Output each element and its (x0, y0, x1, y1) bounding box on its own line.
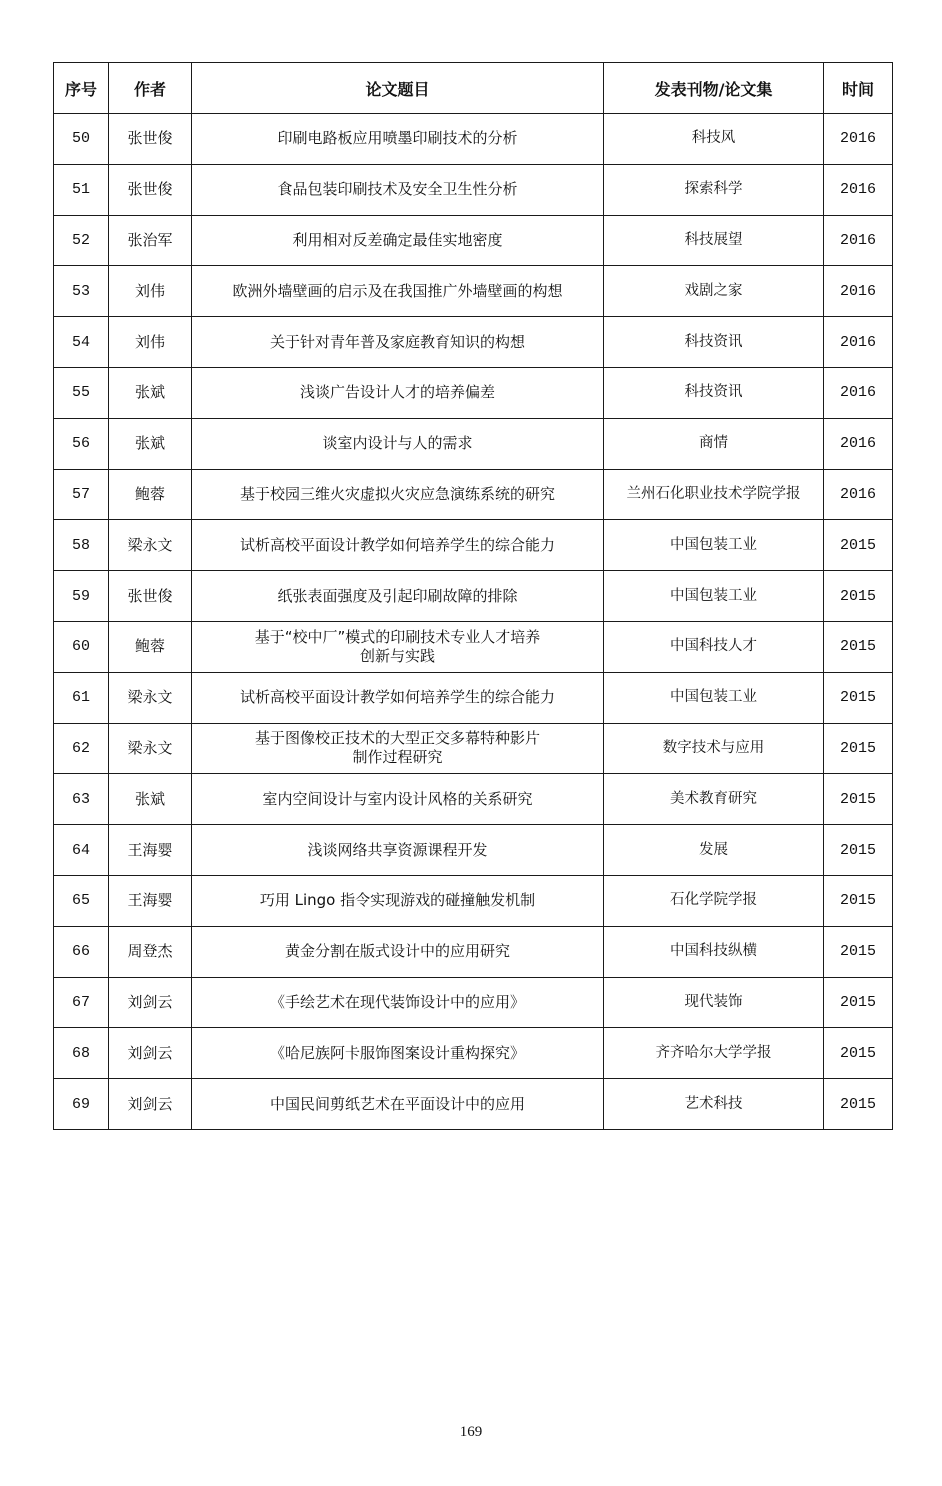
cell-author: 梁永文 (109, 520, 192, 571)
cell-publication: 中国科技人才 (604, 621, 824, 672)
table-row (54, 1079, 893, 1130)
cell-publication: 探索科学 (604, 164, 824, 215)
cell-num: 58 (54, 520, 109, 571)
cell-year: 2015 (824, 520, 893, 571)
header-author: 作者 (109, 63, 192, 114)
cell-year: 2015 (824, 977, 893, 1028)
cell-author: 梁永文 (109, 723, 192, 774)
table-row (54, 367, 893, 418)
cell-year: 2015 (824, 723, 893, 774)
cell-publication: 戏剧之家 (604, 266, 824, 317)
cell-year: 2016 (824, 469, 893, 520)
cell-publication: 中国包装工业 (604, 520, 824, 571)
table-row (54, 723, 893, 774)
cell-year: 2015 (824, 672, 893, 723)
cell-author: 刘剑云 (109, 1079, 192, 1130)
cell-num: 64 (54, 825, 109, 876)
cell-author: 张治军 (109, 215, 192, 266)
cell-author: 张斌 (109, 367, 192, 418)
cell-year: 2016 (824, 164, 893, 215)
cell-year: 2015 (824, 926, 893, 977)
cell-year: 2015 (824, 1028, 893, 1079)
table-row (54, 825, 893, 876)
cell-publication: 科技风 (604, 114, 824, 165)
cell-year: 2016 (824, 418, 893, 469)
cell-publication: 发展 (604, 825, 824, 876)
table-row (54, 926, 893, 977)
cell-title: 欧洲外墙壁画的启示及在我国推广外墙壁画的构想 (192, 266, 604, 317)
table-body (54, 114, 893, 1130)
cell-title: 纸张表面强度及引起印刷故障的排除 (192, 571, 604, 622)
cell-num: 53 (54, 266, 109, 317)
cell-author: 张世俊 (109, 164, 192, 215)
cell-num: 69 (54, 1079, 109, 1130)
table-row (54, 266, 893, 317)
cell-author: 刘伟 (109, 266, 192, 317)
table-row (54, 672, 893, 723)
cell-title: 浅谈广告设计人才的培养偏差 (192, 367, 604, 418)
cell-num: 63 (54, 774, 109, 825)
cell-title: 基于图像校正技术的大型正交多幕特种影片 制作过程研究 (192, 723, 604, 774)
cell-publication: 中国科技纵横 (604, 926, 824, 977)
cell-title: 《手绘艺术在现代装饰设计中的应用》 (192, 977, 604, 1028)
cell-author: 鲍蓉 (109, 621, 192, 672)
page-number: 169 (459, 1424, 483, 1440)
cell-author: 刘剑云 (109, 977, 192, 1028)
cell-title: 试析高校平面设计教学如何培养学生的综合能力 (192, 520, 604, 571)
header-year: 时间 (824, 63, 893, 114)
cell-publication: 中国包装工业 (604, 672, 824, 723)
cell-author: 刘伟 (109, 317, 192, 368)
cell-year: 2016 (824, 266, 893, 317)
cell-year: 2016 (824, 367, 893, 418)
table-row (54, 469, 893, 520)
table-row (54, 875, 893, 926)
cell-publication: 中国包装工业 (604, 571, 824, 622)
cell-title: 基于“校中厂”模式的印刷技术专业人才培养 创新与实践 (192, 621, 604, 672)
cell-num: 51 (54, 164, 109, 215)
cell-publication: 美术教育研究 (604, 774, 824, 825)
cell-num: 57 (54, 469, 109, 520)
cell-title: 浅谈网络共享资源课程开发 (192, 825, 604, 876)
table-row (54, 317, 893, 368)
cell-author: 张斌 (109, 418, 192, 469)
cell-publication: 科技展望 (604, 215, 824, 266)
cell-publication: 现代装饰 (604, 977, 824, 1028)
cell-title: 谈室内设计与人的需求 (192, 418, 604, 469)
cell-title: 食品包装印刷技术及安全卫生性分析 (192, 164, 604, 215)
cell-author: 刘剑云 (109, 1028, 192, 1079)
cell-title: 室内空间设计与室内设计风格的关系研究 (192, 774, 604, 825)
header-publication: 发表刊物/论文集 (604, 63, 824, 114)
cell-title: 巧用 Lingo 指令实现游戏的碰撞触发机制 (192, 875, 604, 926)
table-row (54, 114, 893, 165)
cell-num: 55 (54, 367, 109, 418)
cell-num: 61 (54, 672, 109, 723)
cell-num: 65 (54, 875, 109, 926)
cell-num: 50 (54, 114, 109, 165)
cell-year: 2015 (824, 1079, 893, 1130)
cell-year: 2015 (824, 825, 893, 876)
table-row (54, 164, 893, 215)
cell-title: 基于校园三维火灾虚拟火灾应急演练系统的研究 (192, 469, 604, 520)
cell-publication: 数字技术与应用 (604, 723, 824, 774)
cell-title: 关于针对青年普及家庭教育知识的构想 (192, 317, 604, 368)
cell-author: 梁永文 (109, 672, 192, 723)
cell-author: 周登杰 (109, 926, 192, 977)
cell-publication: 商情 (604, 418, 824, 469)
table-row (54, 1028, 893, 1079)
cell-year: 2016 (824, 215, 893, 266)
table-row (54, 571, 893, 622)
header-num: 序号 (54, 63, 109, 114)
cell-author: 王海婴 (109, 875, 192, 926)
table-row (54, 621, 893, 672)
cell-title: 《哈尼族阿卡服饰图案设计重构探究》 (192, 1028, 604, 1079)
papers-table (53, 62, 893, 1130)
cell-publication: 兰州石化职业技术学院学报 (604, 469, 824, 520)
cell-publication: 科技资讯 (604, 367, 824, 418)
cell-year: 2016 (824, 114, 893, 165)
cell-year: 2015 (824, 621, 893, 672)
table-header-row (54, 63, 893, 114)
cell-num: 59 (54, 571, 109, 622)
cell-author: 王海婴 (109, 825, 192, 876)
table-row (54, 774, 893, 825)
cell-num: 66 (54, 926, 109, 977)
table-row (54, 215, 893, 266)
cell-publication: 石化学院学报 (604, 875, 824, 926)
cell-num: 67 (54, 977, 109, 1028)
cell-num: 62 (54, 723, 109, 774)
cell-num: 52 (54, 215, 109, 266)
cell-title: 黄金分割在版式设计中的应用研究 (192, 926, 604, 977)
cell-year: 2016 (824, 317, 893, 368)
table-row (54, 977, 893, 1028)
cell-publication: 科技资讯 (604, 317, 824, 368)
cell-num: 60 (54, 621, 109, 672)
cell-num: 56 (54, 418, 109, 469)
cell-author: 鲍蓉 (109, 469, 192, 520)
header-title: 论文题目 (192, 63, 604, 114)
cell-year: 2015 (824, 875, 893, 926)
cell-author: 张世俊 (109, 114, 192, 165)
cell-num: 54 (54, 317, 109, 368)
cell-title: 印刷电路板应用喷墨印刷技术的分析 (192, 114, 604, 165)
cell-year: 2015 (824, 774, 893, 825)
cell-title: 试析高校平面设计教学如何培养学生的综合能力 (192, 672, 604, 723)
cell-publication: 艺术科技 (604, 1079, 824, 1130)
cell-title: 中国民间剪纸艺术在平面设计中的应用 (192, 1079, 604, 1130)
cell-title: 利用相对反差确定最佳实地密度 (192, 215, 604, 266)
cell-year: 2015 (824, 571, 893, 622)
cell-publication: 齐齐哈尔大学学报 (604, 1028, 824, 1079)
table-row (54, 520, 893, 571)
cell-num: 68 (54, 1028, 109, 1079)
cell-author: 张世俊 (109, 571, 192, 622)
table-row (54, 418, 893, 469)
cell-author: 张斌 (109, 774, 192, 825)
